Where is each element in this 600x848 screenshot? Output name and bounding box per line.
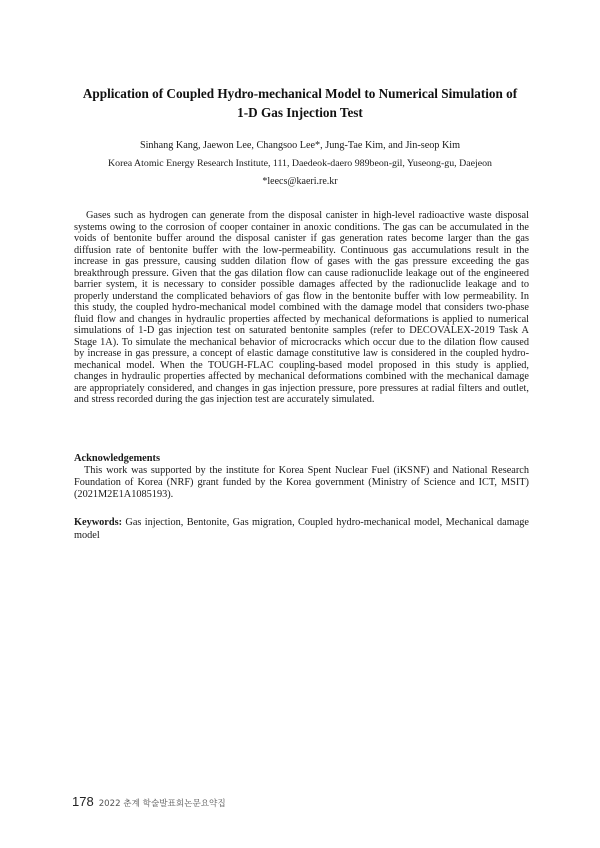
paper-title-line-1: Application of Coupled Hydro-mechanical Model to Numerical Simulation of bbox=[82, 86, 518, 101]
keywords-label: Keywords: bbox=[74, 517, 123, 528]
affiliation: Korea Atomic Energy Research Institute, 111, Daedeok-daero 989beon-gil, Yuseong-gu, Daejeon bbox=[108, 158, 492, 169]
keywords-paragraph bbox=[74, 517, 529, 542]
acknowledgements-heading: Acknowledgements bbox=[74, 453, 161, 464]
paper-title bbox=[60, 84, 540, 122]
page-footer bbox=[72, 791, 226, 810]
paper-title-line-2: 1-D Gas Injection Test bbox=[237, 105, 363, 120]
page-number: 178 bbox=[72, 794, 94, 809]
keywords-text: Gas injection, Bentonite, Gas migration, Coupled hydro-mechanical model, Mechanical damage model bbox=[74, 517, 529, 541]
abstract-paragraph: Gases such as hydrogen can generate from the disposal canister in high-level radioactive waste disposal systems owing to the corrosion of cooper container in anoxic conditions. The gas can be accumulated in the voids of bentonite buffer around the disposal canister if gas generation rates become larger than the gas diffusion rate of bentonite buffer with the low-permeability. Continuous gas accumulations result in the increase in gas pressure, causing sudden dilation flow of gases with the gas pressure exceeding the gas breakthrough pressure. Given that the gas dilation flow can cause radionuclide leakage out of the engineered barrier system, it is necessary to consider possible damages affected by the radionuclide leakage and to properly understand the complicated behaviors of gas flow in the bentonite buffer with low permeability. In this study, the coupled hydro-mechanical model combined with the damage model that considers two-phase fluid flow and changes in hydraulic properties affected by mechanical deformations is applied to numerical simulations of 1-D gas injection test on saturated bentonite samples (refer to DECOVALEX-2019 Task A Stage 1A). To simulate the mechanical behavior of microcracks which occur due to the dilation flow caused by increase in gas pressure, a concept of elastic damage constitutive law is considered in the coupled hydro-mechanical model. When the TOUGH-FLAC coupling-based model proposed in this study is applied, changes in hydraulic properties affected by mechanical deformations combined with the mechanical damage are appropriately considered, and changes in gas injection pressure, pore pressures at radial filters and outlet, and stress recorded during the gas injection test are accurately simulated. bbox=[74, 210, 529, 405]
proceedings-title: 2022 춘계 학술발표회논문요약집 bbox=[98, 799, 226, 809]
acknowledgements-body: This work was supported by the institute for Korea Spent Nuclear Fuel (iKSNF) and National Research Foundation of Korea (NRF) grant funded by the Korea government (Ministry of Science and ICT, MSIT) (2021M2E1A1085193). bbox=[74, 465, 529, 500]
corresponding-email: *leecs@kaeri.re.kr bbox=[262, 176, 338, 187]
author-list: Sinhang Kang, Jaewon Lee, Changsoo Lee*, Jung-Tae Kim, and Jin-seop Kim bbox=[139, 140, 461, 151]
